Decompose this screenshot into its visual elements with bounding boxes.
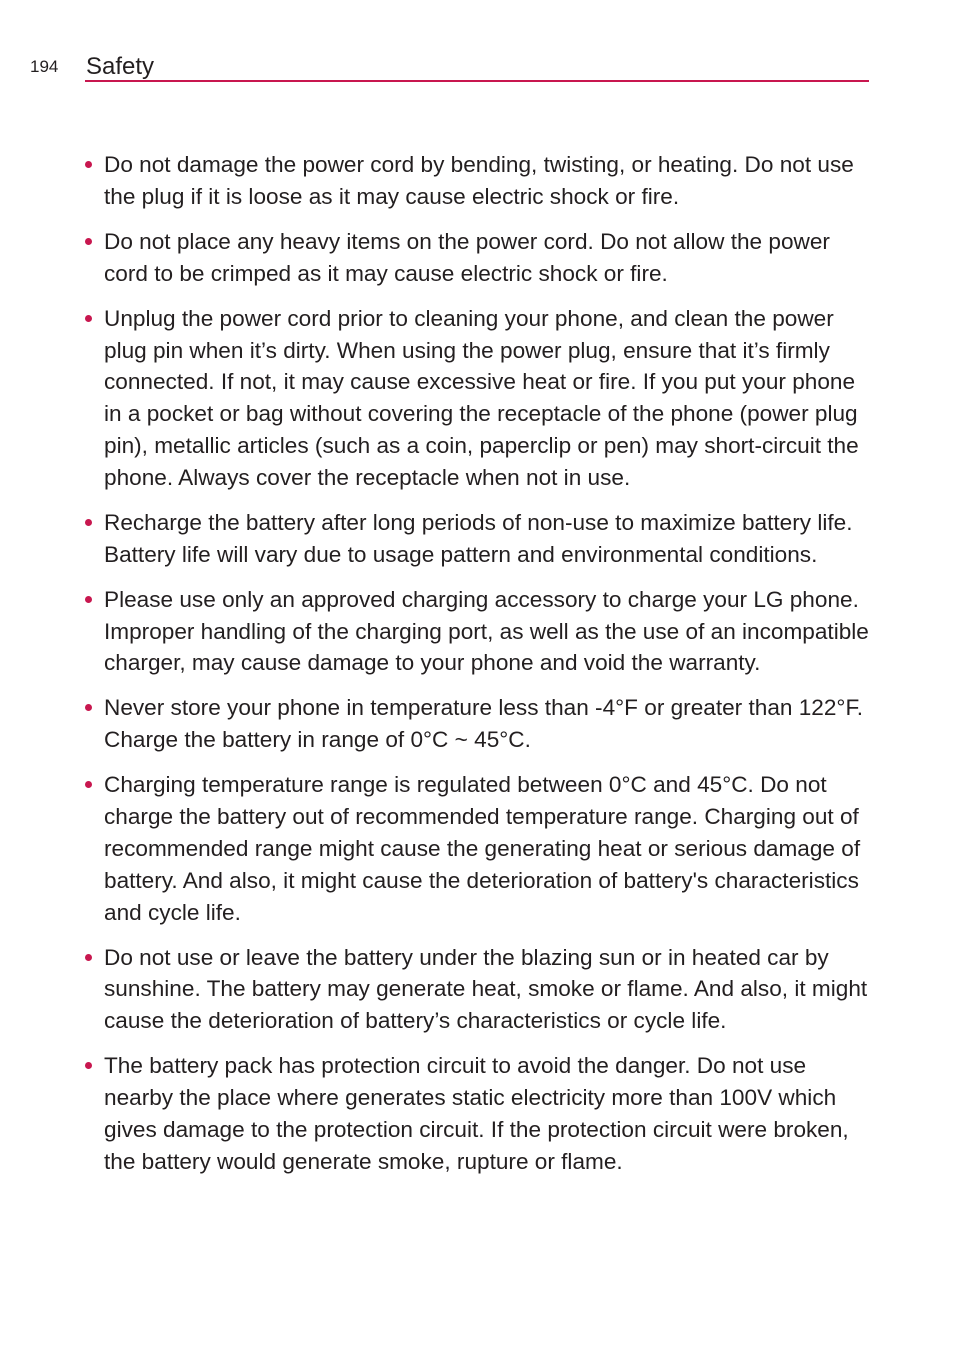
header-divider bbox=[85, 80, 869, 82]
bullet-text: Recharge the battery after long periods of non-use to maximize battery life. Battery life will vary due to usage pattern and environmental conditions. bbox=[104, 509, 853, 567]
bullet-dot-icon bbox=[85, 596, 92, 603]
list-item bbox=[84, 692, 874, 756]
bullet-text: Do not use or leave the battery under the blazing sun or in heated car by sunshine. The battery may generate heat, smoke or flame. And also, it might cause the deterioration of battery’s characteristics or cycle life. bbox=[104, 944, 868, 1034]
bullet-dot-icon bbox=[85, 238, 92, 245]
list-item bbox=[84, 149, 874, 213]
bullet-dot-icon bbox=[85, 704, 92, 711]
list-item bbox=[84, 584, 874, 679]
bullet-dot-icon bbox=[85, 315, 92, 322]
bullet-dot-icon bbox=[85, 954, 92, 961]
list-item bbox=[84, 226, 874, 290]
list-item bbox=[84, 507, 874, 571]
bullet-dot-icon bbox=[85, 161, 92, 168]
bullet-text: Do not damage the power cord by bending, twisting, or heating. Do not use the plug if it is loose as it may cause electric shock or fire. bbox=[104, 152, 854, 209]
page-header bbox=[0, 0, 954, 90]
section-title: Safety bbox=[86, 53, 155, 80]
list-item bbox=[84, 1050, 874, 1177]
bullet-dot-icon bbox=[85, 781, 92, 788]
bullet-text: Please use only an approved charging accessory to charge your LG phone. Improper handling of the charging port, as well as the use of an incompatible charger, may cause damage to your phone and void the warranty. bbox=[104, 586, 869, 676]
page-number: 194 bbox=[30, 57, 59, 76]
bullet-dot-icon bbox=[85, 519, 92, 526]
bullet-text: Never store your phone in temperature less than -4°F or greater than 122°F. Charge the battery in range of 0°C ~ 45°C. bbox=[104, 695, 864, 753]
bullet-text: Unplug the power cord prior to cleaning your phone, and clean the power plug pin when it’s dirty. When using the power plug, ensure that it’s firmly connected. If not, it may cause excessive heat or fire. If you put your phone in a pocket or bag without covering the receptacle of the phone (power plug pin), metallic articles (such as a coin, paperclip or pen) may short-circuit the phone. Always cover the receptacle when not in use. bbox=[104, 305, 859, 490]
list-item bbox=[84, 769, 874, 928]
bullet-text: The battery pack has protection circuit to avoid the danger. Do not use nearby the place where generates static electricity more than 100V which gives damage to the protection circuit. If the protection circuit were broken, the battery would generate smoke, rupture or flame. bbox=[104, 1053, 849, 1174]
bullet-dot-icon bbox=[85, 1062, 92, 1069]
list-item bbox=[84, 303, 874, 494]
list-item bbox=[84, 942, 874, 1037]
bullet-text: Charging temperature range is regulated between 0°C and 45°C. Do not charge the battery out of recommended temperature range. Charging out of recommended range might cause the generating heat or serious damage of battery. And also, it might cause the deterioration of battery's characteristics and cycle life. bbox=[104, 772, 861, 925]
bullet-text: Do not place any heavy items on the power cord. Do not allow the power cord to be crimped as it may cause electric shock or fire. bbox=[104, 228, 830, 286]
safety-bullet-list bbox=[84, 149, 874, 1191]
